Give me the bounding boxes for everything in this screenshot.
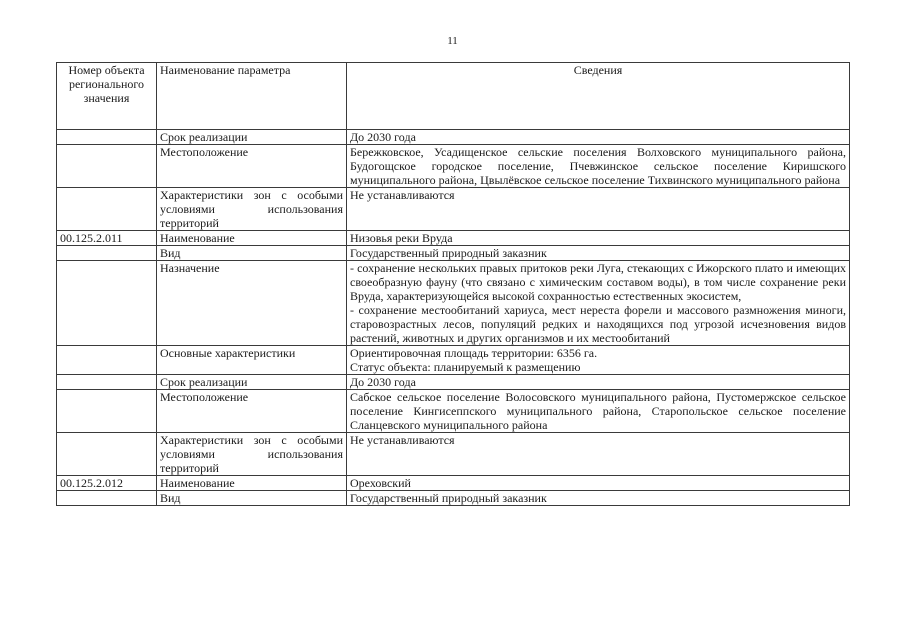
object-number-cell	[57, 433, 157, 476]
table-row	[57, 261, 850, 346]
information-cell	[347, 261, 850, 346]
information-cell	[347, 476, 850, 491]
table-row	[57, 433, 850, 476]
table-row	[57, 145, 850, 188]
information-paragraph: Статус объекта: планируемый к размещению	[350, 360, 581, 374]
information-cell	[347, 375, 850, 390]
information-cell	[347, 491, 850, 506]
information-paragraph: Государственный природный заказник	[350, 246, 547, 260]
object-number-cell	[57, 346, 157, 375]
header-information: Сведения	[347, 63, 850, 130]
information-cell	[347, 246, 850, 261]
object-parameters-table	[56, 62, 850, 506]
information-paragraph: До 2030 года	[350, 375, 416, 389]
information-paragraph: Низовья реки Вруда	[350, 231, 453, 245]
object-number-cell: 00.125.2.012	[57, 476, 157, 491]
table-row	[57, 346, 850, 375]
information-paragraph: Ориентировочная площадь территории: 6356 га.	[350, 346, 598, 360]
information-cell	[347, 346, 850, 375]
information-paragraph: Бережковское, Усадищенское сельские поселения Волховского муниципального района, Будогощское городское поселение, Пчевжинское сельское поселение Киришского муниципального района, Цвылёвское сельское поселение Тихвинского муниципального района	[350, 145, 846, 187]
information-paragraph: Сабское сельское поселение Волосовского муниципального района, Пустомержское сельское поселение Кингисеппского муниципального района, Старопольское сельское поселение Сланцевского муниципального района	[350, 390, 846, 432]
table-row	[57, 375, 850, 390]
object-number-cell	[57, 130, 157, 145]
table-header-row	[57, 63, 850, 130]
information-paragraph: - сохранение местообитаний хариуса, мест нереста форели и массового размножения миноги, старовозрастных лесов, популяций редких и находящихся под угрозой исчезновения видов растений, животных и других организмов и их местообитаний	[350, 303, 846, 345]
information-cell	[347, 145, 850, 188]
object-number-cell	[57, 390, 157, 433]
information-paragraph: Не устанавливаются	[350, 188, 455, 202]
header-parameter-name: Наименование параметра	[157, 63, 347, 130]
information-paragraph: Не устанавливаются	[350, 433, 455, 447]
information-paragraph: - сохранение нескольких правых притоков реки Луга, стекающих с Ижорского плато и имеющих своеобразную фауну (что связано с химическим составом воды), в том числе сохранение реки Вруда, характеризующейся высокой сохранностью естественных экосистем,	[350, 261, 846, 303]
parameter-name-cell: Вид	[157, 246, 347, 261]
parameter-name-cell: Наименование	[157, 476, 347, 491]
parameter-name-cell: Местоположение	[157, 145, 347, 188]
parameter-name-cell: Местоположение	[157, 390, 347, 433]
information-cell	[347, 231, 850, 246]
object-number-cell	[57, 246, 157, 261]
table-row	[57, 130, 850, 145]
parameter-name-cell: Основные характеристики	[157, 346, 347, 375]
information-cell	[347, 188, 850, 231]
object-number-cell	[57, 491, 157, 506]
table-row	[57, 188, 850, 231]
information-paragraph: Ореховский	[350, 476, 411, 490]
parameter-name-cell: Характеристики зон с особыми условиями использования территорий	[157, 433, 347, 476]
table-row	[57, 476, 850, 491]
object-number-cell	[57, 261, 157, 346]
table-row	[57, 246, 850, 261]
parameter-name-cell: Назначение	[157, 261, 347, 346]
object-number-cell	[57, 145, 157, 188]
information-cell	[347, 433, 850, 476]
table-row	[57, 390, 850, 433]
information-cell	[347, 130, 850, 145]
object-number-cell: 00.125.2.011	[57, 231, 157, 246]
table-row	[57, 231, 850, 246]
object-number-cell	[57, 188, 157, 231]
parameter-name-cell: Характеристики зон с особыми условиями использования территорий	[157, 188, 347, 231]
parameter-name-cell: Наименование	[157, 231, 347, 246]
table-body	[57, 130, 850, 506]
parameter-name-cell: Срок реализации	[157, 375, 347, 390]
information-paragraph: До 2030 года	[350, 130, 416, 144]
information-cell	[347, 390, 850, 433]
parameter-name-cell: Вид	[157, 491, 347, 506]
header-object-number: Номер объекта регионального значения	[57, 63, 157, 130]
information-paragraph: Государственный природный заказник	[350, 491, 547, 505]
parameter-name-cell: Срок реализации	[157, 130, 347, 145]
page-number: 11	[447, 35, 458, 47]
table-row	[57, 491, 850, 506]
object-number-cell	[57, 375, 157, 390]
